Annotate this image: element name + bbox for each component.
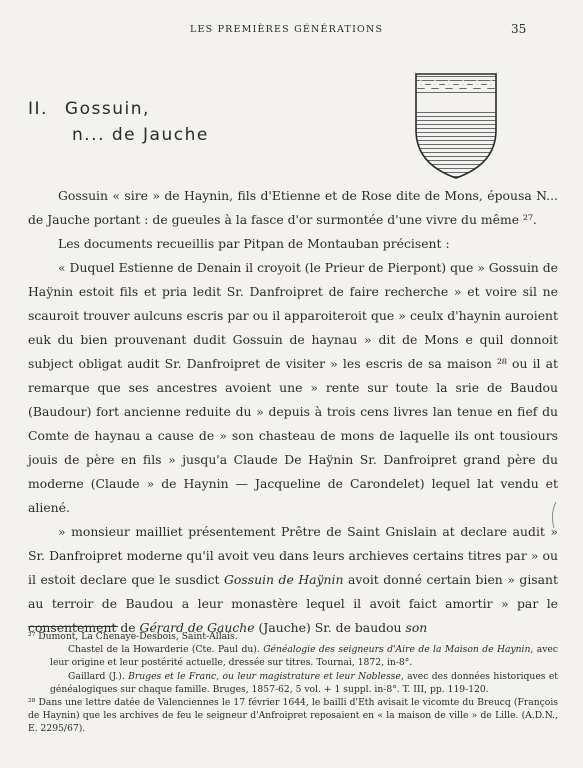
page-number: 35 [511,22,527,36]
footnote-27-gaillard [28,670,558,696]
footnote-27-chastel [28,643,558,669]
footnote-28: ²⁸ Dans une lettre datée de Valenciennes le 17 février 1644, le bailli d'Eth avisait le vicomte du Breucq (François de Haynin) que les archives de feu le seigneur d'Anfroipret reposaient en « la maison de ville » de Lille. (A.D.N., E. 2295/67). [28,697,558,735]
paragraph-intro-quote: Les documents recueillis par Pitpan de Montauban précisent : [58,236,450,251]
paragraph-quote-1 [28,256,558,520]
quote-2-italic-son: son [405,620,428,635]
quote-2-italic-gossuin: Gossuin de Haÿnin [224,572,344,587]
chapter-heading [28,96,209,148]
quote-2-text-a: » monsieur mailliet présentement Prêtre de Saint Gnislain at declare audit » Sr. Danfroipret moderne qu'il avoit veu dans leurs archieves certains titres par » ou il estoit declare que le susdict [28,524,558,587]
quote-2-italic-gerard: Gérard de Gauche [139,620,255,635]
footnote-27-gaillard-title: Bruges et le Franc, ou leur magistrature et leur Noblesse [128,670,401,682]
footnote-27-chastel-title: Généalogie des seigneurs d'Aire de la Maison de Haynin [263,644,531,656]
paragraph-marriage: Gossuin « sire » de Haynin, fils d'Etienne et de Rose dite de Mons, épousa N... de Jauche portant : de gueules à la fasce d'or surmontée d'une vivre du même ²⁷. [28,188,558,227]
body-text [28,184,558,640]
coat-of-arms-icon [414,72,498,180]
footnote-rule [28,626,118,627]
quote-1-text: « Duquel Estienne de Denain il croyoit (le Prieur de Pierpont) que » Gossuin de Haÿnin estoit fils et pria ledit Sr. Danfroipret de faire recherche » et voire sil ne scauroit trouver aulcuns escris par ou il apparoiteroit que » ceulx d'haynin auroient euk du bien prouvenant dudit Gossuin de haynau » dit de Mons e quil donnoit subject obligat audit Sr. Danfroipret de visiter » les escris de sa maison ²⁸ ou il at remarque que ses ancestres avoient une » rente sur toute la srie de Baudou (Baudour) fort ancienne reduite du » depuis à trois cens livres lan tenue en fief du Comte de haynau a cause de » son chasteau de mons de laquelle ils ont tousiours jouis de père en fils » jusqu'a Claude De Haÿnin Sr. Danfroipret grand père du moderne (Claude » de Haynin — Jacqueline de Carondelet) lequel lat vendu et aliené. [28,260,558,515]
footnote-27-chastel-author: Chastel de la Howarderie (Cte. Paul du). [68,644,264,656]
quote-2-text-c: avoit donné certain bien » gisant au terroir de Baudou a leur monastère lequel il avoit faict amortir » par le consentement de [28,572,558,635]
footnote-27-chastel-rest: , avec leur origine et leur postérité actuelle, dressée sur titres. Tournai, 1872, in-8°. [50,644,558,669]
chapter-name-line1: Gossuin, [64,99,150,119]
footnote-27-gaillard-author: Gaillard (J.). [68,670,129,682]
chapter-name-line2: n... de Jauche [72,125,209,145]
footnote-27-gaillard-rest: , avec des données historiques et généalogiques sur chaque famille. Bruges, 1857-62, 5 vol. + 1 suppl. in-8°. T. III, pp. 119-120. [50,670,558,695]
running-head: LES PREMIÈRES GÉNÉRATIONS [190,24,384,35]
footnote-27-sources: ²⁷ Dumont, La Chenaye-Desbois, Saint-Allais. [28,631,238,642]
quote-2-text-e: (Jauche) Sr. de baudou [254,620,406,635]
paragraph-quote-2 [28,520,558,640]
chapter-number: II. [28,99,48,119]
footnotes [28,630,558,736]
margin-pencil-mark-icon [548,500,560,530]
